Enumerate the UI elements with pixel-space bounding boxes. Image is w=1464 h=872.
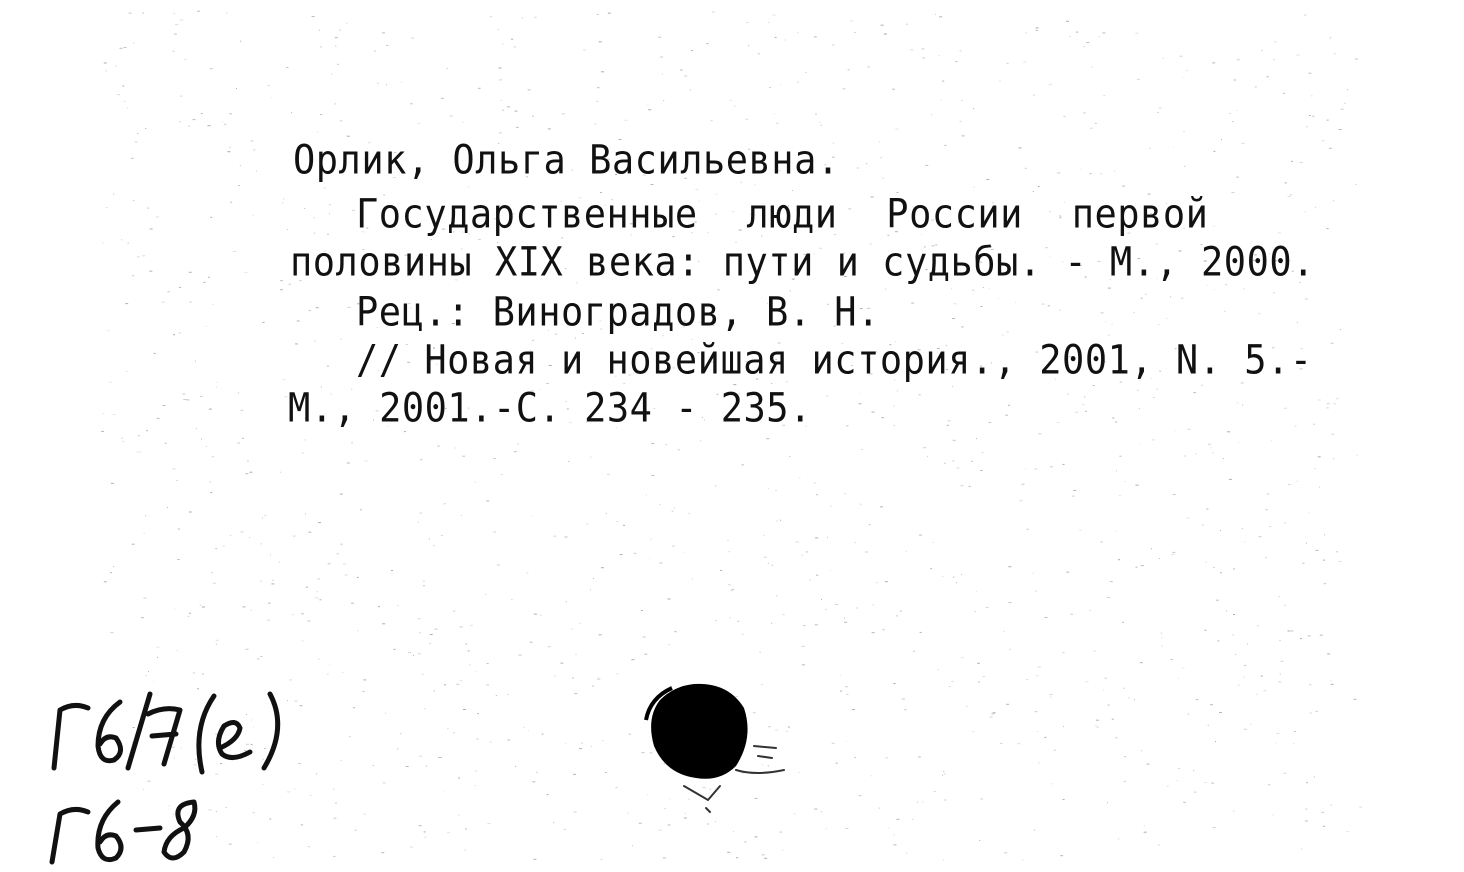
punch-hole bbox=[636, 678, 806, 818]
source-line-2: М., 2001.-С. 234 - 235. bbox=[288, 384, 812, 432]
review-line: Рец.: Виноградов, В. Н. bbox=[356, 288, 880, 336]
handwritten-shelfmark-1 bbox=[44, 688, 294, 778]
author-line: Орлик, Ольга Васильевна. bbox=[293, 136, 840, 184]
source-line-1: // Новая и новейшая история., 2001, N. 5.- bbox=[356, 336, 1313, 384]
title-line-1: Государственные люди России первой bbox=[356, 190, 1209, 238]
handwritten-shelfmark-2 bbox=[44, 792, 214, 872]
title-line-2: половины XIX века: пути и судьбы. - М., 2000. bbox=[290, 238, 1315, 286]
